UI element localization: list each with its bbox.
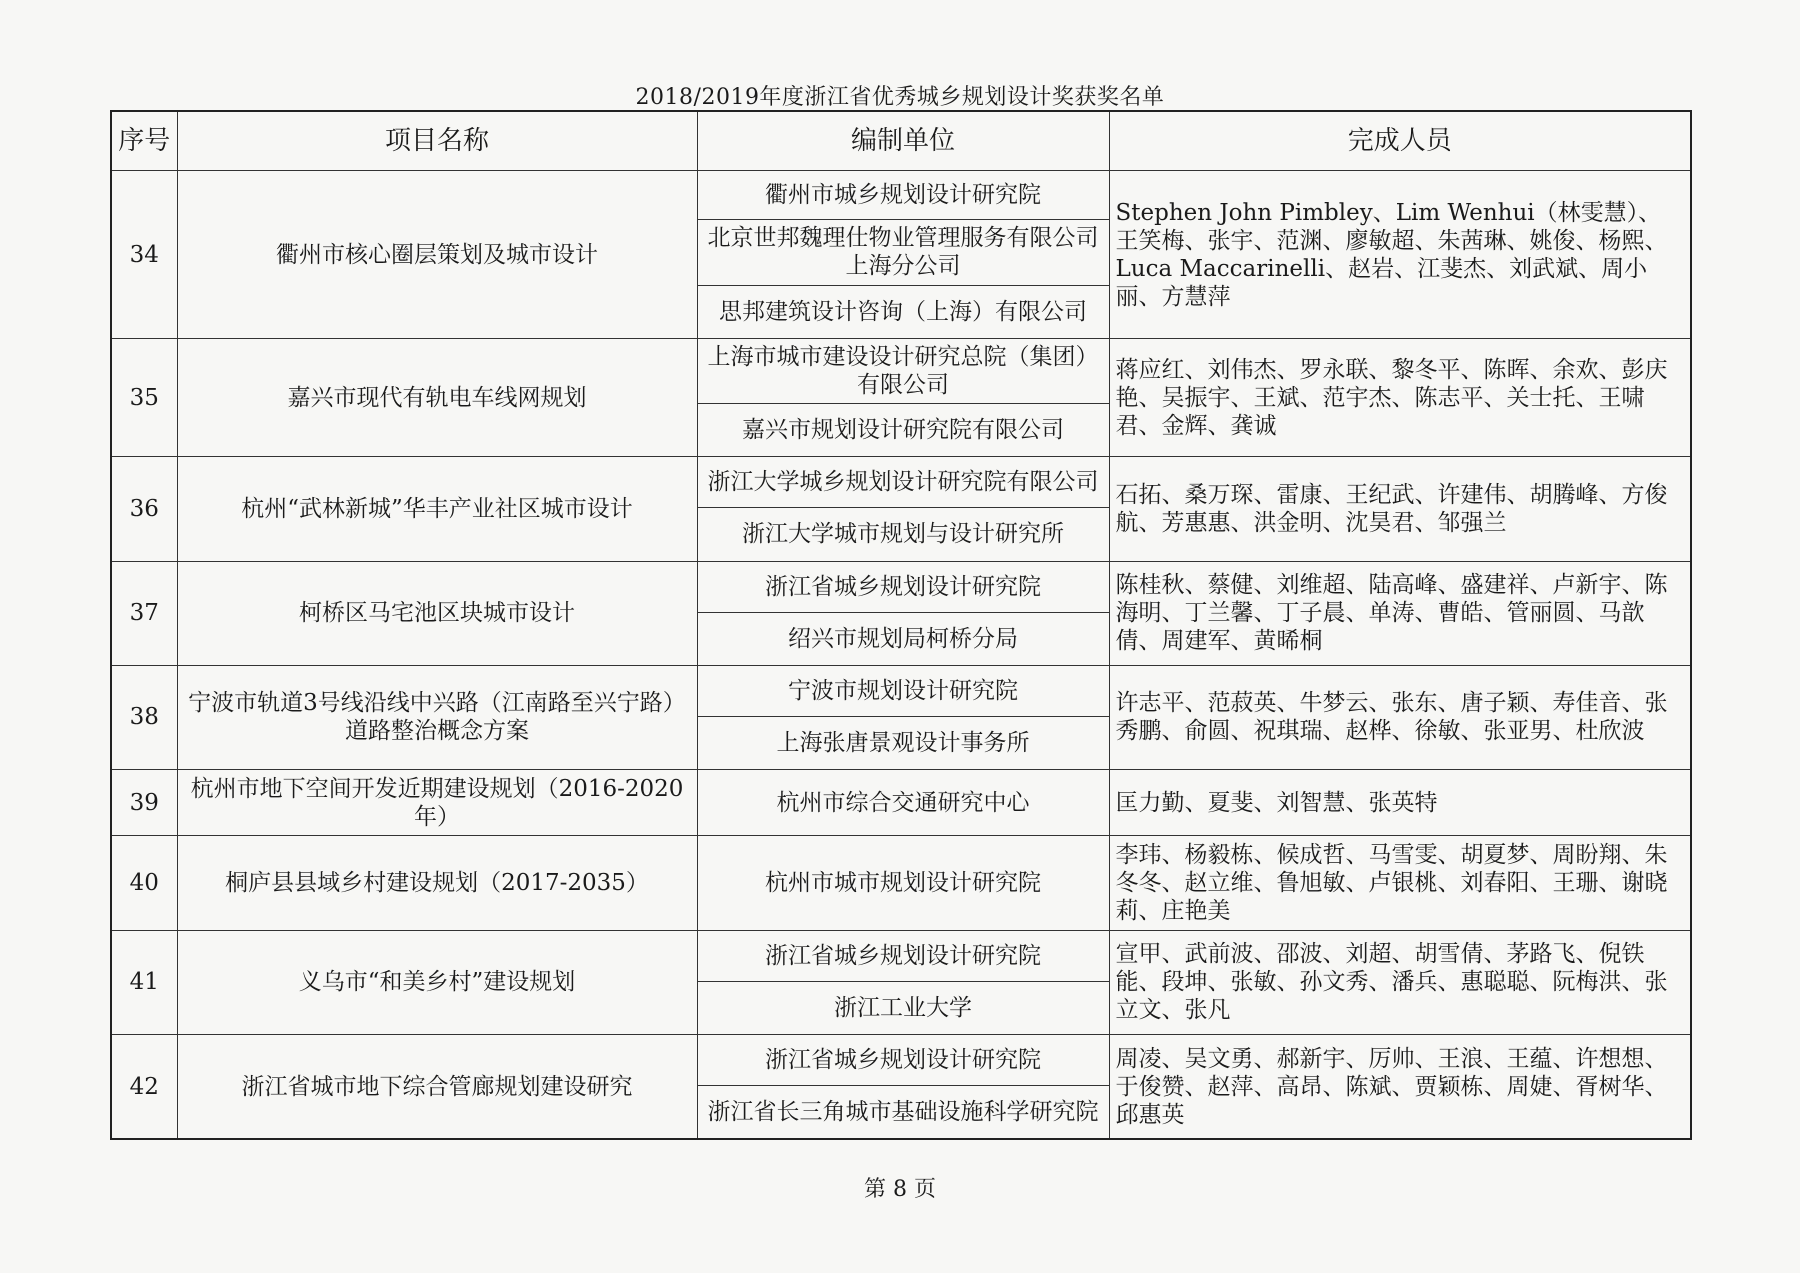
row-project-name: 柯桥区马宅池区块城市设计 [177,561,697,665]
row-seq: 39 [111,770,177,836]
header-row [111,111,1691,171]
row-project-name: 浙江省城市地下综合管廊规划建设研究 [177,1035,697,1139]
row-seq: 36 [111,457,177,561]
table-row [111,339,1691,404]
row-project-name: 嘉兴市现代有轨电车线网规划 [177,339,697,457]
row-people: 匡力勤、夏斐、刘智慧、张英特 [1109,770,1691,836]
row-seq: 41 [111,930,177,1034]
row-project-name: 宁波市轨道3号线沿线中兴路（江南路至兴宁路）道路整治概念方案 [177,665,697,769]
row-unit: 绍兴市规划局柯桥分局 [697,612,1109,665]
row-unit: 浙江省城乡规划设计研究院 [697,930,1109,981]
table-row [111,836,1691,931]
row-project-name: 桐庐县县域乡村建设规划（2017-2035） [177,836,697,931]
row-people: 宣甲、武前波、邵波、刘超、胡雪倩、茅路飞、倪铁能、段坤、张敏、孙文秀、潘兵、惠聪聪、阮梅洪、张立文、张凡 [1109,930,1691,1034]
row-seq: 42 [111,1035,177,1139]
row-unit: 上海市城市建设设计研究总院（集团）有限公司 [697,339,1109,404]
row-people: 许志平、范菽英、牛梦云、张东、唐子颖、寿佳音、张秀鹏、俞圆、祝琪瑞、赵桦、徐敏、张亚男、杜欣波 [1109,665,1691,769]
row-seq: 34 [111,171,177,339]
table-row [111,457,1691,508]
row-people: 李玮、杨毅栋、候成哲、马雪雯、胡夏梦、周盼翔、朱冬冬、赵立维、鲁旭敏、卢银桃、刘春阳、王珊、谢晓莉、庄艳美 [1109,836,1691,931]
row-unit: 浙江工业大学 [697,981,1109,1034]
row-people: 陈桂秋、蔡健、刘维超、陆高峰、盛建祥、卢新宇、陈海明、丁兰馨、丁子晨、单涛、曹皓、管丽圆、马歆倩、周建军、黄晞桐 [1109,561,1691,665]
row-project-name: 衢州市核心圈层策划及城市设计 [177,171,697,339]
row-unit: 浙江省城乡规划设计研究院 [697,561,1109,612]
row-unit: 宁波市规划设计研究院 [697,665,1109,716]
row-unit: 思邦建筑设计咨询（上海）有限公司 [697,285,1109,338]
page-title: 2018/2019年度浙江省优秀城乡规划设计奖获奖名单 [635,85,1165,110]
row-unit: 衢州市城乡规划设计研究院 [697,171,1109,220]
row-unit: 浙江省长三角城市基础设施科学研究院 [697,1086,1109,1139]
table-row [111,1035,1691,1086]
header-unit: 编制单位 [697,111,1109,171]
table-row [111,770,1691,836]
header-project: 项目名称 [177,111,697,171]
row-unit: 浙江省城乡规划设计研究院 [697,1035,1109,1086]
row-people: 蒋应红、刘伟杰、罗永联、黎冬平、陈晖、余欢、彭庆艳、吴振宇、王斌、范宇杰、陈志平、关士托、王啸君、金辉、龚诚 [1109,339,1691,457]
row-unit: 杭州市城市规划设计研究院 [697,836,1109,931]
table-row [111,930,1691,981]
row-people: 石拓、桑万琛、雷康、王纪武、许建伟、胡腾峰、方俊航、芳惠惠、洪金明、沈昊君、邹强兰 [1109,457,1691,561]
table-row [111,171,1691,220]
header-seq: 序号 [111,111,177,171]
row-people: Stephen John Pimbley、Lim Wenhui（林雯慧）、王笑梅、张宇、范渊、廖敏超、朱茜琳、姚俊、杨熙、Luca Maccarinelli、赵岩、江斐杰、刘武斌、周小丽、方慧萍 [1109,171,1691,339]
table-row [111,561,1691,612]
row-seq: 40 [111,836,177,931]
row-unit: 浙江大学城乡规划设计研究院有限公司 [697,457,1109,508]
row-project-name: 义乌市“和美乡村”建设规划 [177,930,697,1034]
row-seq: 35 [111,339,177,457]
row-project-name: 杭州“武林新城”华丰产业社区城市设计 [177,457,697,561]
row-unit: 嘉兴市规划设计研究院有限公司 [697,404,1109,457]
row-project-name: 杭州市地下空间开发近期建设规划（2016-2020年） [177,770,697,836]
row-unit: 杭州市综合交通研究中心 [697,770,1109,836]
row-people: 周凌、吴文勇、郝新宇、厉帅、王浪、王蕴、许想想、于俊赞、赵萍、高昂、陈斌、贾颖栋、周婕、胥树华、邱惠英 [1109,1035,1691,1139]
row-unit: 北京世邦魏理仕物业管理服务有限公司上海分公司 [697,219,1109,285]
table-body [111,171,1691,1140]
row-seq: 37 [111,561,177,665]
row-unit: 上海张唐景观设计事务所 [697,716,1109,769]
award-table [110,110,1692,1140]
page-number: 第 8 页 [864,1177,936,1202]
table-row [111,665,1691,716]
row-unit: 浙江大学城市规划与设计研究所 [697,508,1109,561]
row-seq: 38 [111,665,177,769]
header-people: 完成人员 [1109,111,1691,171]
